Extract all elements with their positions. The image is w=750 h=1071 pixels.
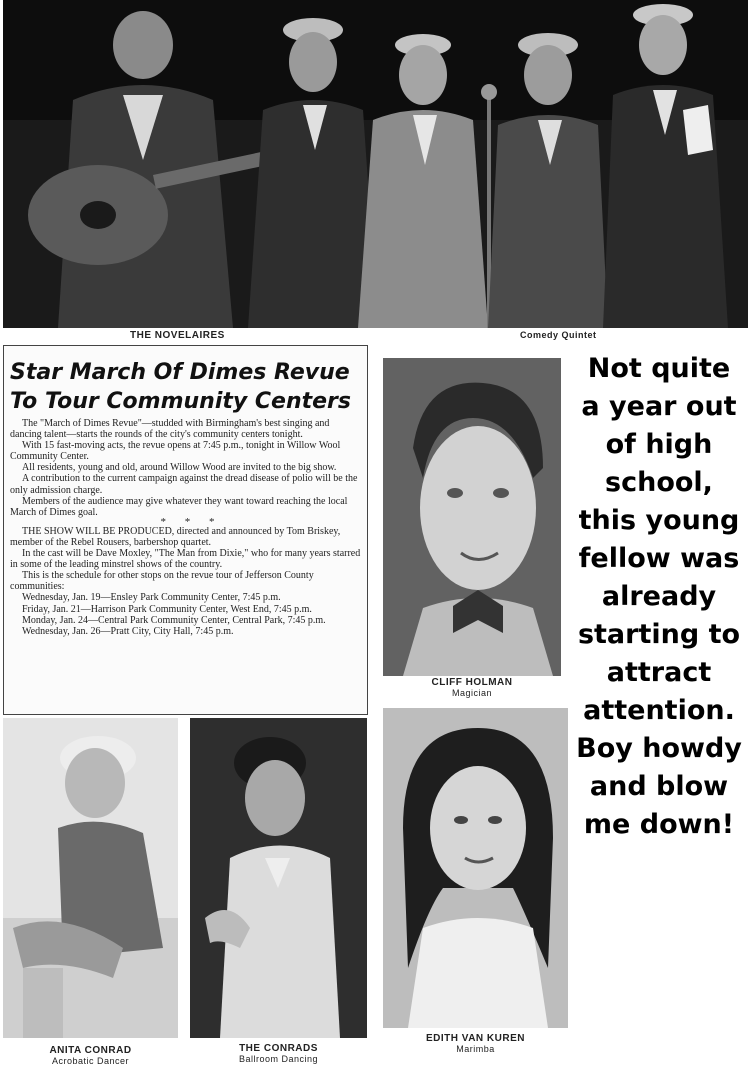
cliff-holman-photo [383, 358, 561, 676]
novelaires-name: THE NOVELAIRES [130, 330, 225, 341]
the-conrads-role: Ballroom Dancing [238, 1054, 319, 1064]
article-headline [10, 358, 361, 416]
headline-line-2: To Tour Community Centers [10, 389, 351, 414]
edith-van-kuren-name: EDITH VAN KUREN [426, 1033, 525, 1044]
article-paragraph: The "March of Dimes Revue"—studded with Birmingham's best singing and dancing talent—starts the rounds of the city's community centers tonight. [10, 418, 330, 441]
article-paragraph: With 15 fast-moving acts, the revue opens at 7:45 p.m., tonight in Willow Wool Community Center. [10, 440, 341, 463]
schedule-item: Wednesday, Jan. 26—Pratt City, City Hall, 7:45 p.m. [22, 625, 234, 637]
anita-conrad-photo [3, 718, 178, 1038]
article-body [10, 418, 361, 637]
novelaires-caption [130, 330, 250, 341]
edith-van-kuren-caption [383, 1033, 568, 1054]
novelaires-subcaption [520, 330, 620, 341]
article-paragraph: A contribution to the current campaign against the dread disease of polio will be the only admission charge. [10, 473, 358, 496]
schedule-item: Monday, Jan. 24—Central Park Community Center, Central Park, 7:45 p.m. [22, 614, 326, 626]
anita-conrad-role: Acrobatic Dancer [51, 1056, 130, 1066]
article-paragraph: In the cast will be Dave Moxley, "The Man from Dixie," who for many years starred in some of the leading minstrel shows of the country. [10, 548, 361, 571]
anita-conrad-name: ANITA CONRAD [49, 1045, 132, 1056]
edith-van-kuren-role: Marimba [456, 1044, 495, 1054]
section-break-stars: * * * [160, 515, 223, 528]
article-paragraph: This is the schedule for other stops on the revue tour of Jefferson County communities: [10, 570, 314, 593]
schedule-item: Friday, Jan. 21—Harrison Park Community Center, West End, 7:45 p.m. [22, 603, 312, 615]
commentary-note: Not quite a year out of high school, this young fellow was already starting to attract attention. Boy howdy and blow me down! [576, 353, 742, 840]
novelaires-photo [3, 0, 748, 328]
novelaires-role: Comedy Quintet [520, 330, 597, 340]
cliff-holman-name: CLIFF HOLMAN [431, 677, 513, 688]
the-conrads-caption [190, 1043, 367, 1064]
headline-line-1: Star March Of Dimes Revue [10, 360, 350, 385]
article-paragraph: THE SHOW WILL BE PRODUCED, directed and announced by Tom Briskey, member of the Rebel Rousers, barbershop quartet. [10, 525, 341, 548]
article-paragraph: Members of the audience may give whatever they want toward reaching the local March of Dimes goal. [10, 495, 348, 518]
the-conrads-photo [190, 718, 367, 1038]
news-article [3, 345, 368, 715]
edith-van-kuren-photo [383, 708, 568, 1028]
schedule-item: Wednesday, Jan. 19—Ensley Park Community Center, 7:45 p.m. [22, 592, 281, 604]
anita-conrad-caption [3, 1045, 178, 1066]
the-conrads-name: THE CONRADS [239, 1043, 318, 1054]
cliff-holman-caption [383, 677, 561, 698]
article-paragraph: All residents, young and old, around Willow Wood are invited to the big show. [22, 462, 337, 474]
cliff-holman-role: Magician [451, 688, 493, 698]
